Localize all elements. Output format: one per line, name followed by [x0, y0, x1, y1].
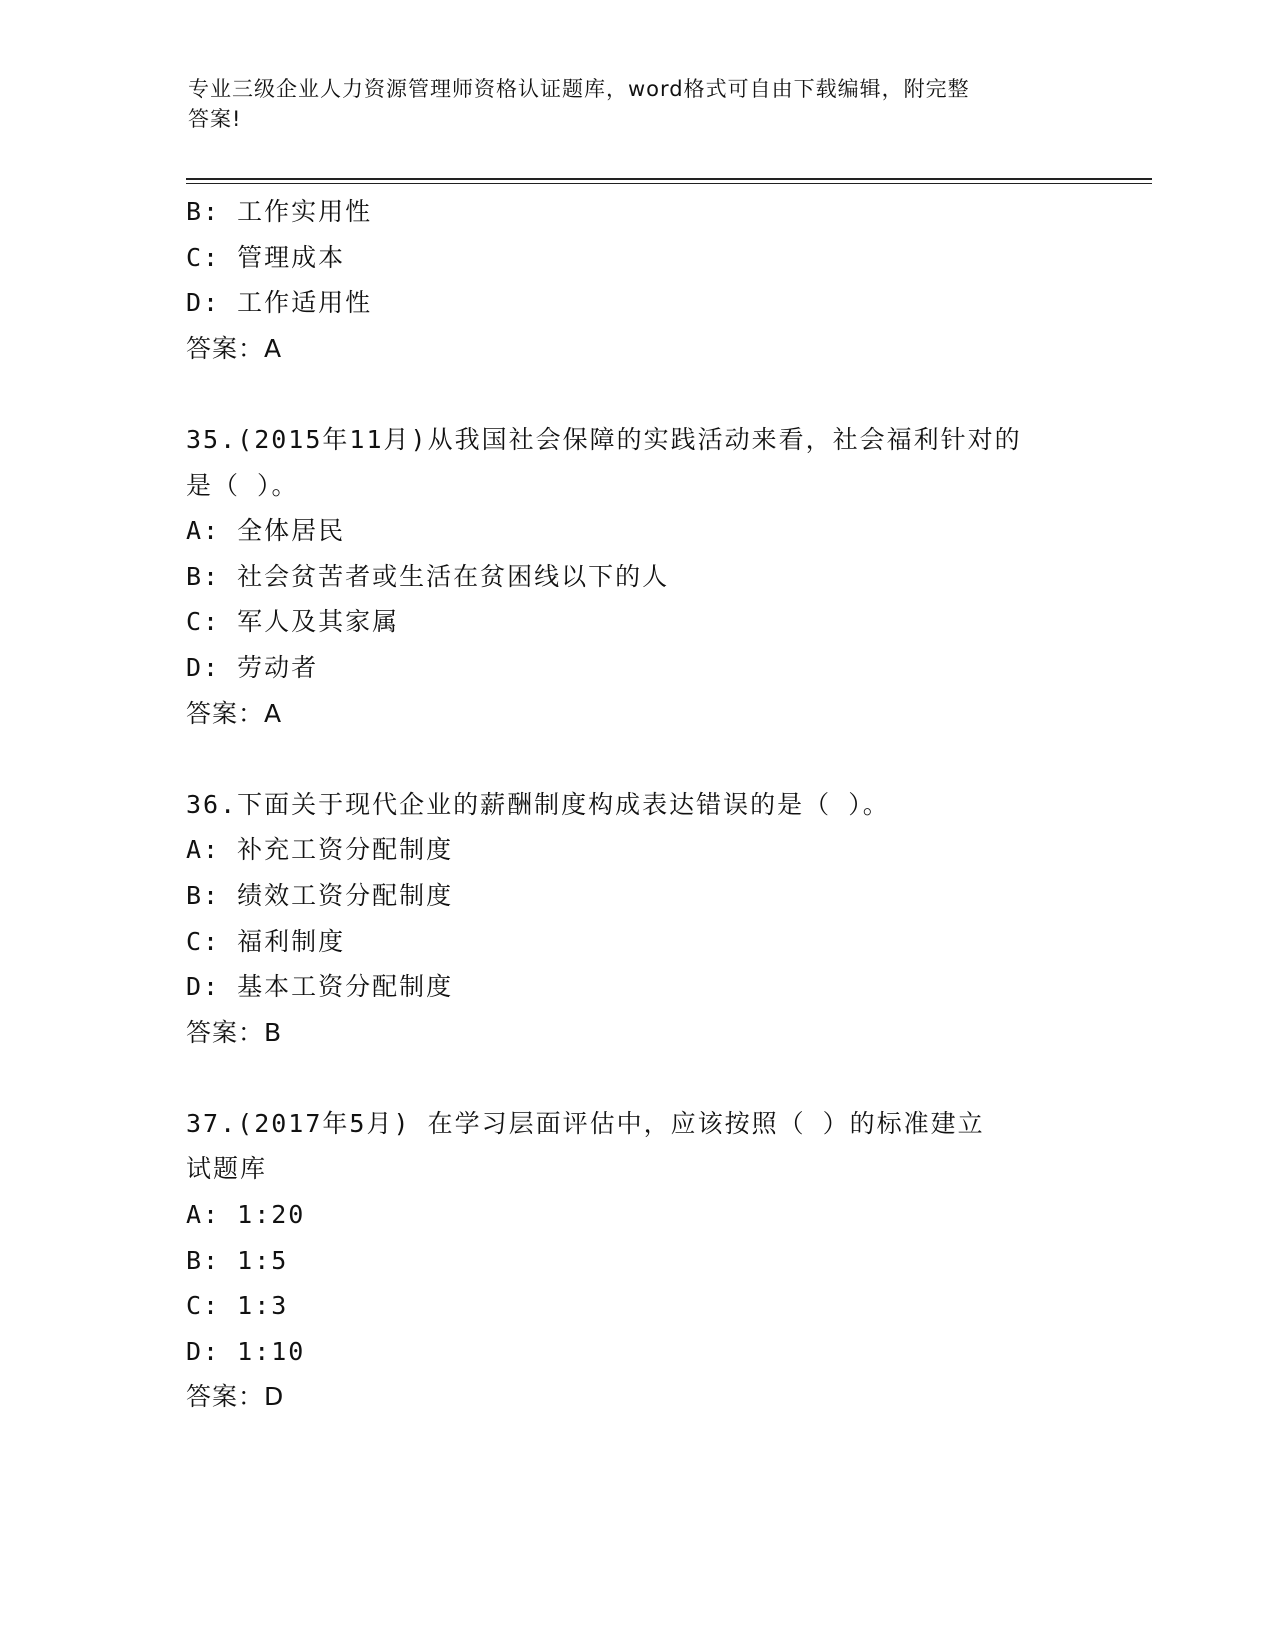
header-line-2: 答案!	[188, 107, 242, 131]
question-35	[186, 417, 1086, 736]
question-34-continuation	[186, 189, 1086, 371]
answer-line: 答案：A	[186, 698, 283, 728]
question-content	[186, 189, 1086, 1420]
option-c: C: 军人及其家属	[186, 607, 400, 637]
document-header	[188, 74, 1068, 134]
option-b: B: 1:5	[186, 1245, 289, 1275]
option-d: D: 工作适用性	[186, 288, 373, 318]
option-d: D: 劳动者	[186, 652, 319, 682]
option-b: B: 工作实用性	[186, 197, 373, 226]
question-stem: 36.下面关于现代企业的薪酬制度构成表达错误的是（ ）。	[186, 789, 890, 819]
question-stem-continued: 是（ ）。	[186, 470, 299, 500]
spacer	[186, 1055, 1086, 1101]
option-a: A: 补充工资分配制度	[186, 835, 454, 865]
option-b: B: 绩效工资分配制度	[186, 880, 454, 910]
question-stem: 37.(2017年5月) 在学习层面评估中，应该按照（ ）的标准建立	[186, 1108, 985, 1138]
option-b: B: 社会贫苦者或生活在贫困线以下的人	[186, 561, 670, 591]
answer-line: 答案：B	[186, 1017, 283, 1047]
spacer	[186, 371, 1086, 417]
header-divider-thick	[186, 178, 1152, 180]
question-37	[186, 1101, 1086, 1420]
option-d: D: 基本工资分配制度	[186, 972, 454, 1002]
header-line-1: 专业三级企业人力资源管理师资格认证题库，word格式可自由下载编辑，附完整	[188, 77, 970, 101]
option-a: A: 全体居民	[186, 516, 346, 546]
option-c: C: 福利制度	[186, 926, 346, 956]
option-c: C: 管理成本	[186, 242, 346, 272]
option-d: D: 1:10	[186, 1336, 306, 1366]
question-stem-continued: 试题库	[186, 1154, 268, 1184]
option-c: C: 1:3	[186, 1291, 289, 1321]
question-36	[186, 782, 1086, 1056]
question-stem: 35.(2015年11月)从我国社会保障的实践活动来看，社会福利针对的	[186, 424, 1022, 454]
spacer	[186, 736, 1086, 782]
answer-line: 答案：A	[186, 333, 283, 363]
header-divider-thin	[186, 183, 1152, 184]
option-a: A: 1:20	[186, 1200, 306, 1230]
answer-line: 答案：D	[186, 1382, 285, 1412]
